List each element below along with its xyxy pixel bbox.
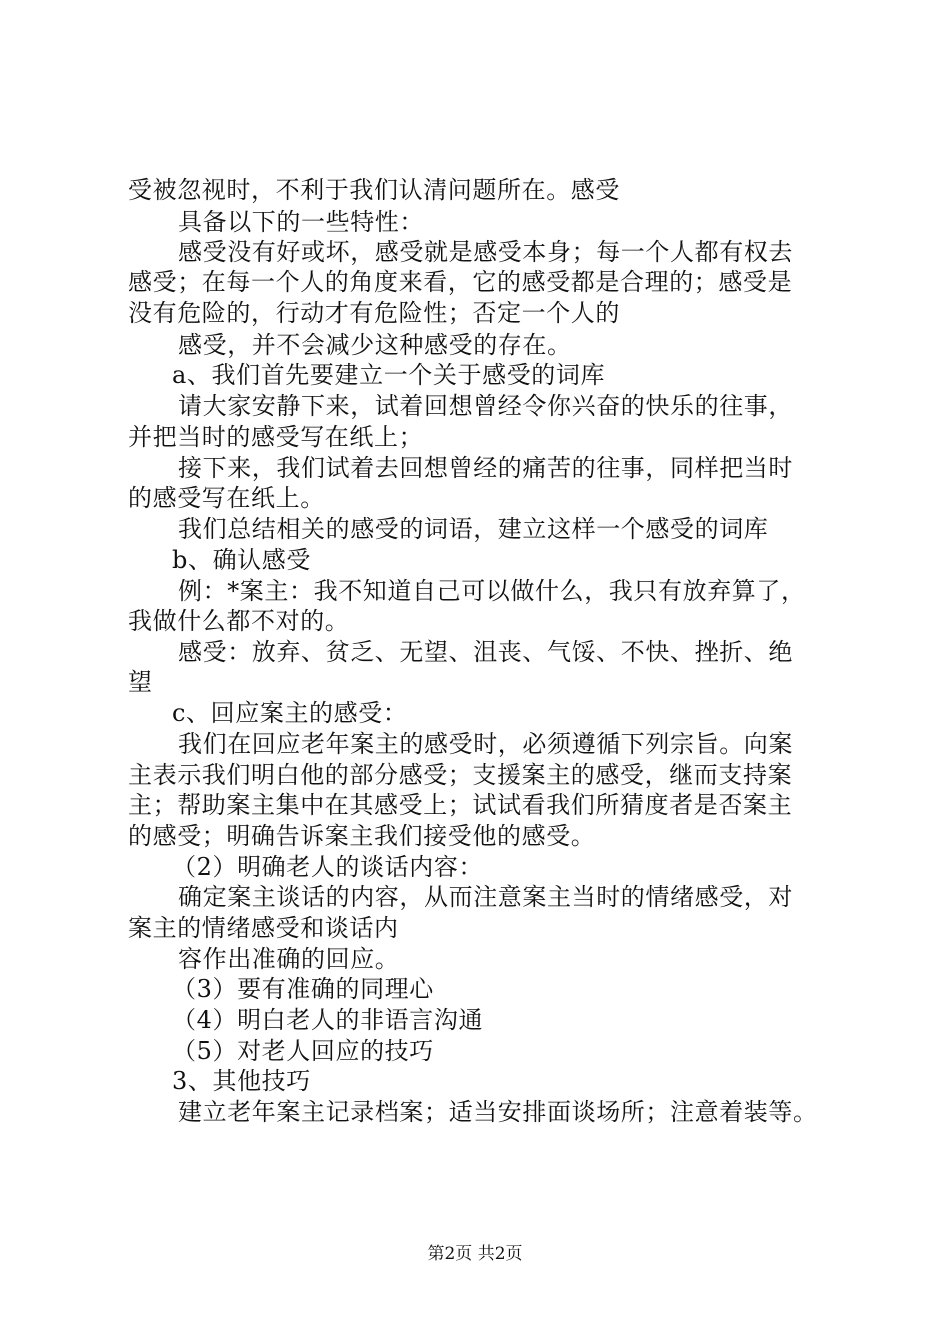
section-heading-a: a、我们首先要建立一个关于感受的词库 (172, 361, 606, 389)
text-line: 受被忽视时，不利于我们认清问题所在。感受 (128, 176, 620, 204)
text-line: 感受，并不会减少这种感受的存在。 (178, 331, 572, 359)
text-line: 没有危险的，行动才有危险性；否定一个人的 (128, 299, 620, 327)
page-footer: 第2页 共2页 (427, 1244, 523, 1264)
text-line: 并把当时的感受写在纸上； (128, 423, 424, 451)
section-heading-other-skills: 3、其他技巧 (172, 1067, 311, 1095)
text-line: 具备以下的一些特性： (178, 208, 424, 236)
text-line: 确定案主谈话的内容，从而注意案主当时的情绪感受，对 (178, 883, 793, 911)
section-heading-2: （2）明确老人的谈话内容： (172, 853, 484, 881)
section-heading-5: （5）对老人回应的技巧 (172, 1037, 434, 1065)
text-line: 望 (128, 668, 153, 696)
text-line: 建立老年案主记录档案；适当安排面谈场所；注意着装等。 (178, 1098, 818, 1126)
section-heading-b: b、确认感受 (172, 546, 311, 574)
text-line: 请大家安静下来，试着回想曾经令你兴奋的快乐的往事， (178, 392, 793, 420)
text-line: 主；帮助案主集中在其感受上；试试看我们所猜度者是否案主 (128, 791, 793, 819)
text-line: 感受；在每一个人的角度来看，它的感受都是合理的；感受是 (128, 268, 793, 296)
section-heading-c: c、回应案主的感受： (172, 699, 408, 727)
text-line: 案主的情绪感受和谈话内 (128, 914, 399, 942)
text-line: 感受没有好或坏，感受就是感受本身；每一个人都有权去 (178, 238, 793, 266)
text-line: 的感受写在纸上。 (128, 484, 325, 512)
text-line: 容作出准确的回应。 (178, 945, 400, 973)
text-line: 我们在回应老年案主的感受时，必须遵循下列宗旨。向案 (178, 730, 793, 758)
section-heading-4: （4）明白老人的非语言沟通 (172, 1006, 484, 1034)
text-line: 感受：放弃、贫乏、无望、沮丧、气馁、不快、挫折、绝 (178, 638, 793, 666)
text-line: 主表示我们明白他的部分感受；支援案主的感受，继而支持案 (128, 761, 793, 789)
text-line: 的感受；明确告诉案主我们接受他的感受。 (128, 822, 596, 850)
text-line: 例：*案主：我不知道自己可以做什么，我只有放弃算了， (178, 577, 806, 605)
text-line: 接下来，我们试着去回想曾经的痛苦的往事，同样把当时 (178, 454, 793, 482)
text-line: 我们总结相关的感受的词语，建立这样一个感受的词库 (178, 515, 769, 543)
text-line: 我做什么都不对的。 (128, 607, 350, 635)
section-heading-3: （3）要有准确的同理心 (172, 975, 434, 1003)
